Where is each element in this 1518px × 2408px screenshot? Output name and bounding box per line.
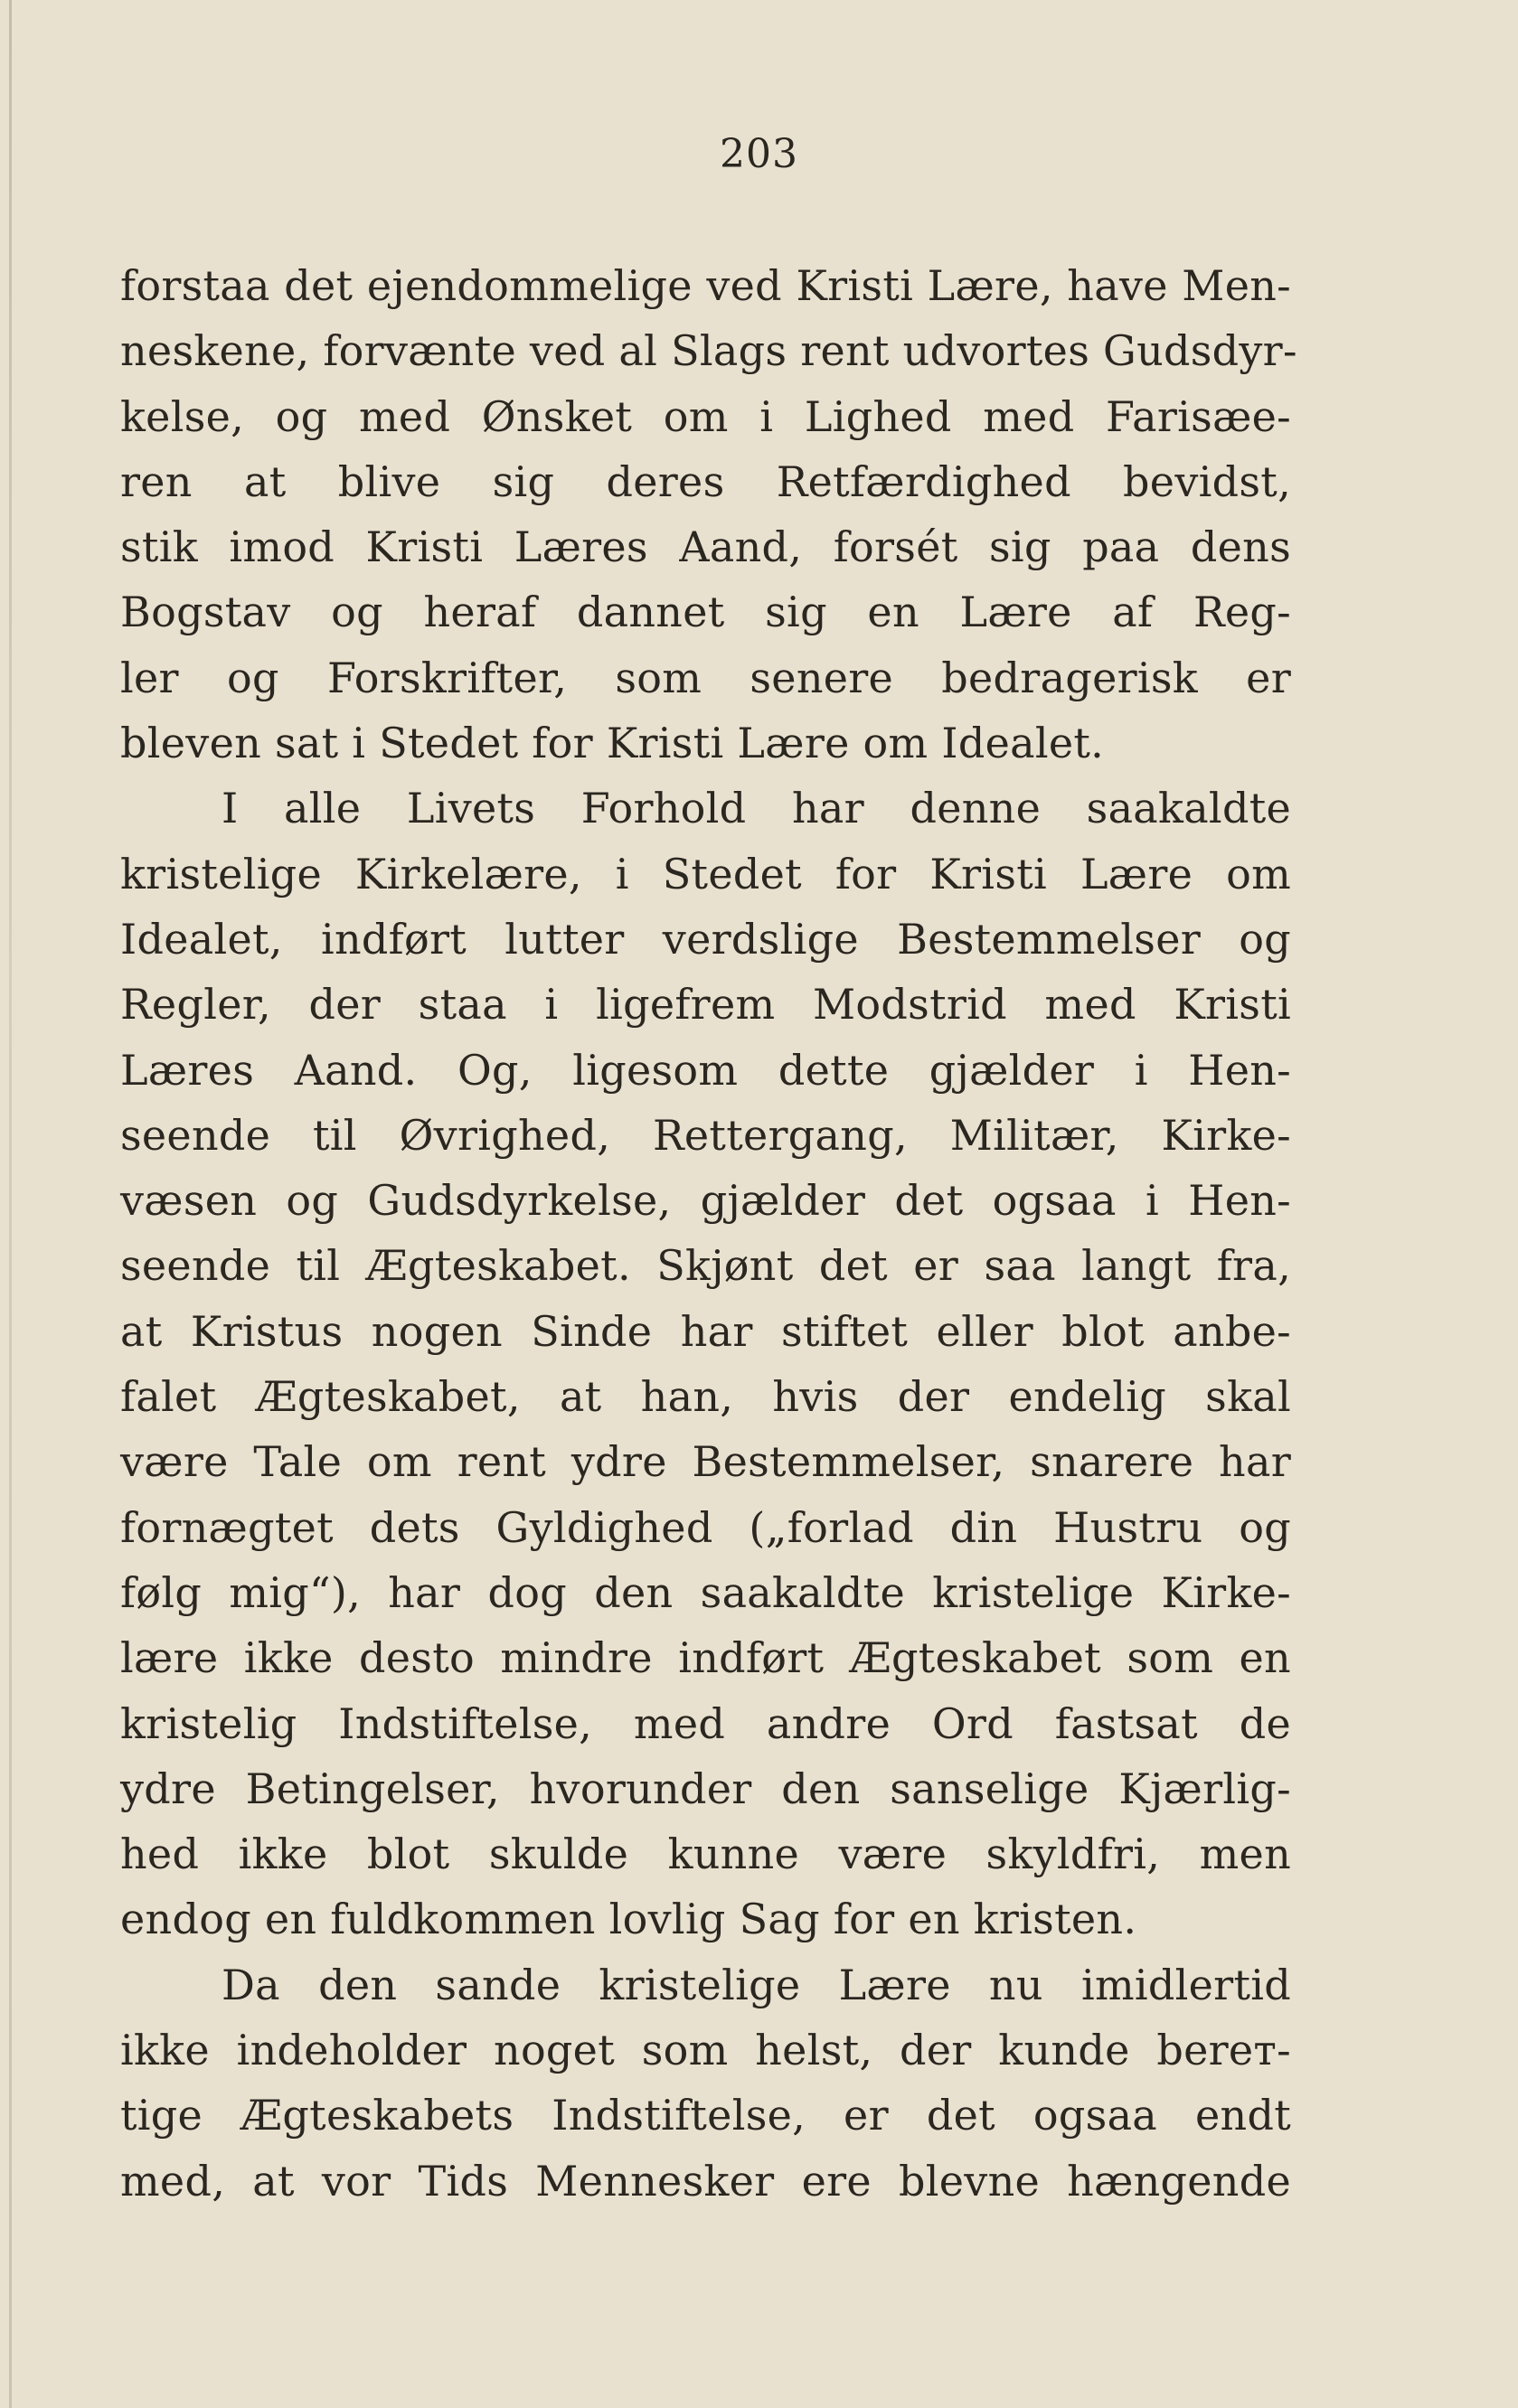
paragraph-start-line: I alle Livets Forhold har denne saakaldte xyxy=(222,784,1291,833)
text-line: ler og Forskrifter, som senere bedragerisk er xyxy=(120,653,1291,702)
text-line: ydre Betingelser, hvorunder den sanselige Kjærlig- xyxy=(120,1764,1291,1813)
text-line: endog en fuldkommen lovlig Sag for en kristen. xyxy=(120,1895,1137,1944)
text-line: væsen og Gudsdyrkelse, gjælder det ogsaa i Hen- xyxy=(120,1176,1291,1226)
text-line: stik imod Kristi Læres Aand, forsét sig paa dens xyxy=(120,522,1291,572)
text-line: ikke indeholder noget som helst, der kunde berет- xyxy=(120,2026,1291,2075)
text-line: bleven sat i Stedet for Kristi Lære om Idealet. xyxy=(120,719,1105,768)
text-line: tige Ægteskabets Indstiftelse, er det ogsaa endt xyxy=(120,2091,1291,2140)
text-line: seende til Ægteskabet. Skjønt det er saa langt fra, xyxy=(120,1241,1291,1291)
text-line: Idealet, indført lutter verdslige Bestemmelser og xyxy=(120,914,1291,964)
text-line: hed ikke blot skulde kunne være skyldfri, men xyxy=(120,1830,1291,1879)
text-line: ren at blive sig deres Retfærdighed bevidst, xyxy=(120,456,1291,506)
text-line: med, at vor Tids Mennesker ere blevne hængende xyxy=(120,2156,1291,2206)
page-number: 203 xyxy=(720,131,798,177)
text-line: være Tale om rent ydre Bestemmelser, snarere har xyxy=(120,1437,1291,1487)
text-line: kristelige Kirkelære, i Stedet for Kristi Lære om xyxy=(120,849,1291,898)
text-line: lære ikke desto mindre indført Ægteskabet som en xyxy=(120,1633,1291,1683)
text-line: Bogstav og heraf dannet sig en Lære af Reg- xyxy=(120,588,1291,637)
text-line: seende til Øvrighed, Rettergang, Militær, Kirke- xyxy=(120,1110,1291,1160)
text-line: kristelig Indstiftelse, med andre Ord fastsat de xyxy=(120,1698,1291,1748)
text-line: forstaa det ejendommelige ved Kristi Lære, have Men- xyxy=(120,261,1291,310)
text-line: kelse, og med Ønsket om i Lighed med Farisæe- xyxy=(120,391,1291,441)
text-line: Regler, der staa i ligefrem Modstrid med Kristi xyxy=(120,980,1291,1030)
body-text xyxy=(120,253,1297,2214)
text-line: falet Ægteskabet, at han, hvis der endelig skal xyxy=(120,1372,1291,1422)
text-line: fornægtet dets Gyldighed („forlad din Hustru og xyxy=(120,1502,1291,1552)
text-line: at Kristus nogen Sinde har stiftet eller blot anbe- xyxy=(120,1306,1291,1356)
text-line: Læres Aand. Og, ligesom dette gjælder i Hen- xyxy=(120,1045,1291,1095)
page-edge xyxy=(9,0,12,2408)
text-line: neskene, forvænte ved al Slags rent udvortes Gudsdyr- xyxy=(120,326,1297,376)
paragraph-start-line: Da den sande kristelige Lære nu imidlertid xyxy=(222,1960,1291,2009)
text-line: følg mig“), har dog den saakaldte kristelige Kirke- xyxy=(120,1567,1291,1617)
